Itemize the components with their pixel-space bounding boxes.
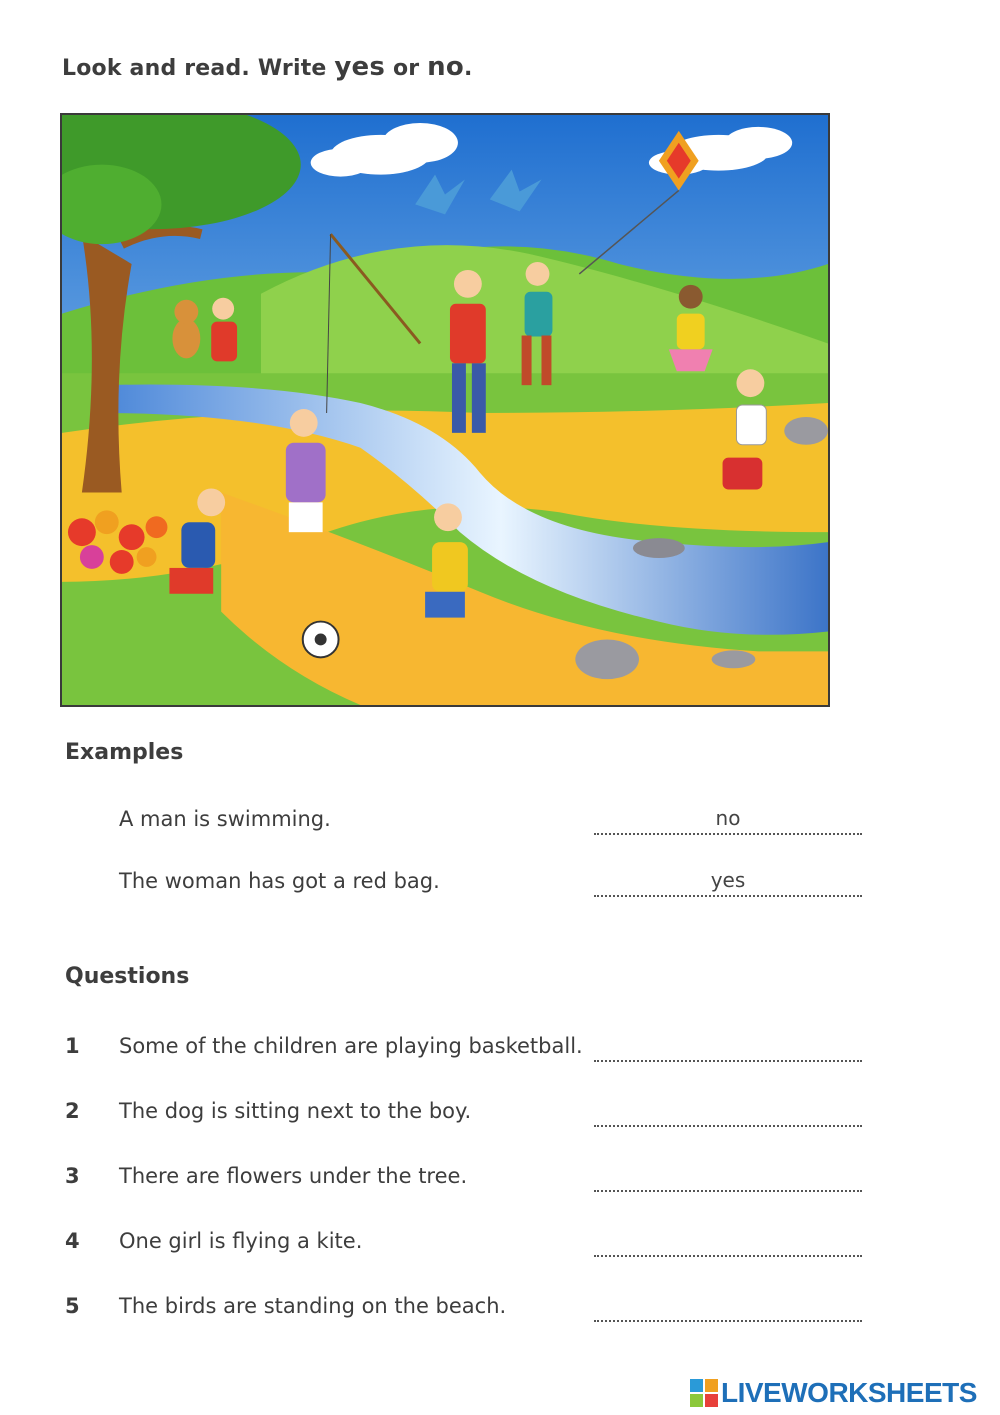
question-row: [0, 1290, 1000, 1330]
question-number: 3: [65, 1164, 80, 1188]
question-number: 5: [65, 1294, 80, 1318]
answer-field-1[interactable]: [594, 1030, 862, 1062]
instruction-prefix: Look and read. Write: [62, 56, 327, 81]
liveworksheets-logo: [690, 1378, 977, 1408]
liveworksheets-logo-icon: [690, 1379, 718, 1407]
question-number: 2: [65, 1099, 80, 1123]
question-text: The birds are standing on the beach.: [119, 1294, 507, 1318]
example-answer-field: [594, 865, 862, 897]
answer-field-2[interactable]: [594, 1095, 862, 1127]
example-row: [0, 865, 1000, 905]
instruction-yes: yes: [334, 52, 386, 82]
answer-field-5[interactable]: [594, 1290, 862, 1322]
question-row: [0, 1225, 1000, 1265]
question-text: One girl is flying a kite.: [119, 1229, 363, 1253]
park-river-scene-illustration: [60, 113, 830, 707]
instruction-or: or: [392, 56, 420, 81]
questions-title: Questions: [65, 964, 190, 989]
instruction-period: .: [463, 56, 473, 81]
instruction-heading: [62, 52, 473, 82]
answer-field-3[interactable]: [594, 1160, 862, 1192]
liveworksheets-brand: LIVEWORKSHEETS: [721, 1377, 977, 1408]
example-text: The woman has got a red bag.: [119, 869, 440, 893]
question-row: [0, 1160, 1000, 1200]
question-text: The dog is sitting next to the boy.: [119, 1099, 472, 1123]
example-text: A man is swimming.: [119, 807, 331, 831]
question-number: 1: [65, 1034, 80, 1058]
question-row: [0, 1095, 1000, 1135]
example-row: [0, 803, 1000, 843]
question-text: There are flowers under the tree.: [119, 1164, 468, 1188]
question-row: [0, 1030, 1000, 1070]
question-text: Some of the children are playing basketball.: [119, 1034, 583, 1058]
instruction-no: no: [427, 52, 464, 82]
question-number: 4: [65, 1229, 80, 1253]
answer-field-4[interactable]: [594, 1225, 862, 1257]
examples-title: Examples: [65, 740, 184, 765]
example-answer-field: [594, 803, 862, 835]
